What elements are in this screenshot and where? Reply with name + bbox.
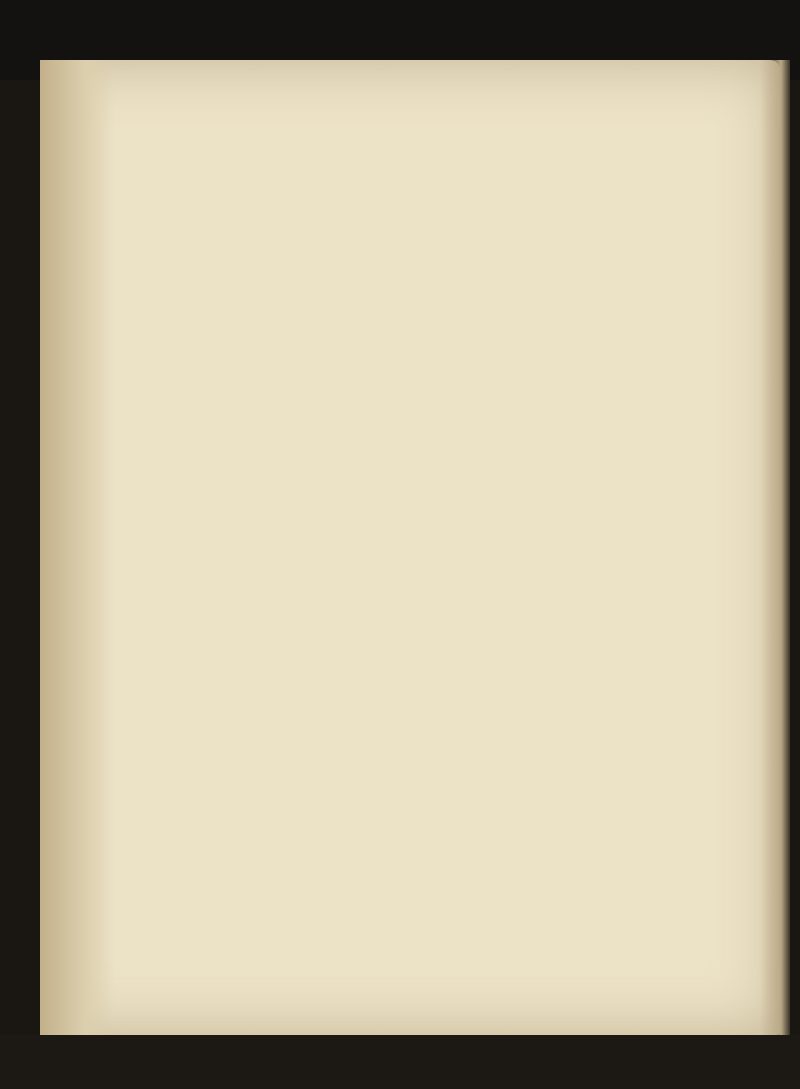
toc-entry-ref	[590, 807, 740, 841]
toc-entry-ref	[590, 355, 740, 389]
page-gutter-shadow	[40, 60, 115, 1035]
toc-entry-ref	[590, 773, 740, 807]
toc-entry-ref	[590, 252, 740, 286]
toc-entry-ref	[660, 877, 748, 911]
toc-entry-ref	[590, 564, 740, 598]
toc-entry-ref	[590, 320, 740, 354]
toc-entry-ref	[590, 286, 740, 320]
toc-entry-ref	[590, 529, 740, 563]
toc-entry-ref	[590, 633, 740, 667]
section-heading	[0, 946, 800, 980]
toc-entry-ref	[590, 738, 740, 772]
toc-entry-ref	[590, 703, 740, 737]
toc-entry-ref	[590, 425, 740, 459]
toc-entry-ref	[590, 390, 740, 424]
toc-entry-ref	[590, 598, 740, 632]
toc-entry-ref	[590, 217, 740, 251]
toc-entry-ref	[600, 912, 740, 946]
toc-entry-ref	[590, 148, 740, 182]
toc-entry-ref	[590, 459, 740, 493]
page-edge-shadow	[760, 60, 790, 1035]
section-heading	[0, 667, 800, 701]
dark-background-bottom	[0, 1035, 800, 1089]
toc-entry-ref	[590, 494, 740, 528]
toc-entry-ref	[590, 842, 740, 876]
toc-entry-ref	[590, 183, 740, 217]
toc-entry-ref	[590, 982, 740, 1016]
